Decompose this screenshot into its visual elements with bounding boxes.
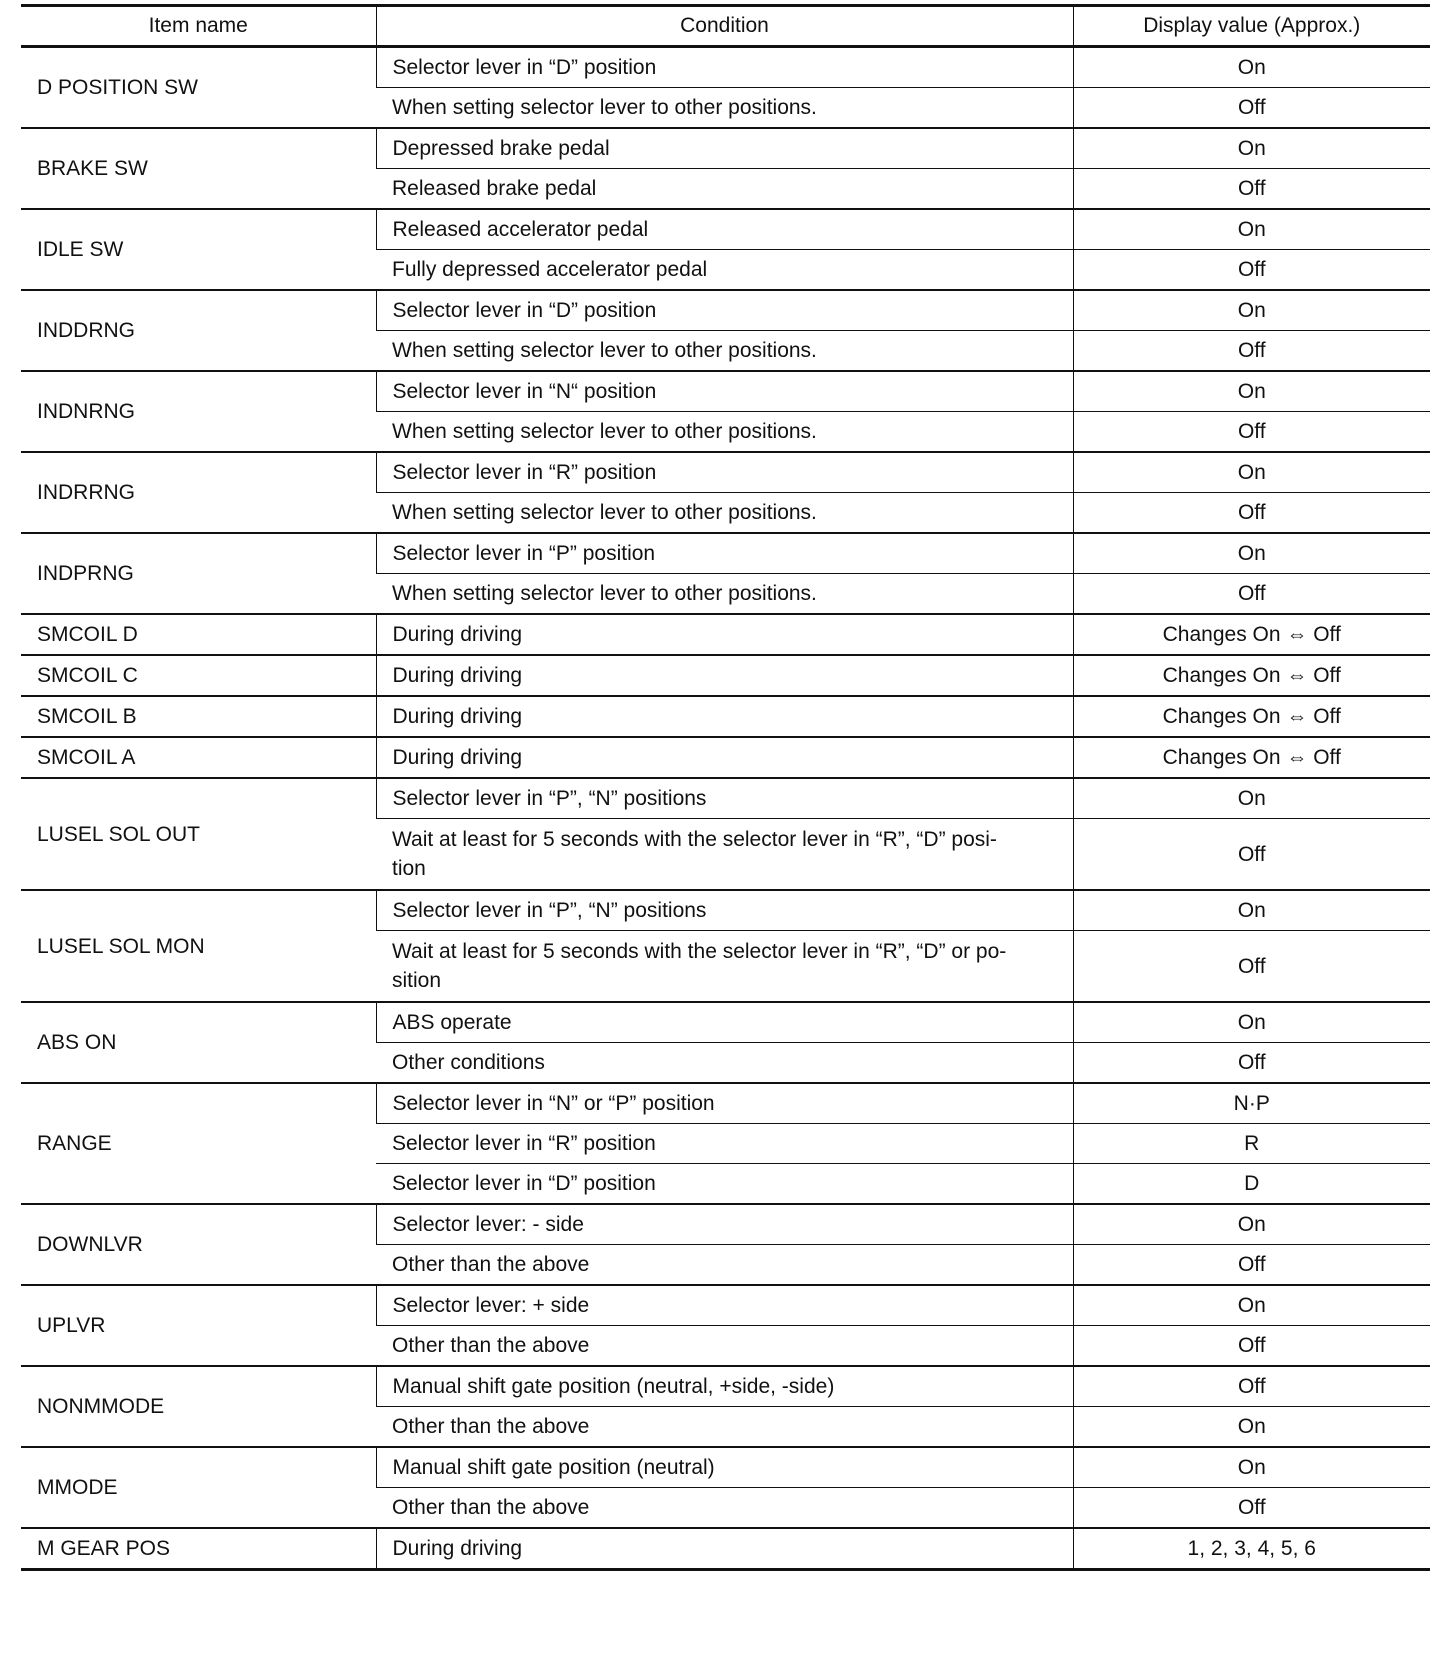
condition-cell: Other than the above: [376, 1407, 1073, 1448]
item-name-cell: UPLVR: [21, 1285, 376, 1366]
condition-cell: Other than the above: [376, 1245, 1073, 1286]
header-condition: Condition: [376, 6, 1073, 47]
display-value-cell: Changes On ⇔ Off: [1073, 737, 1430, 778]
condition-cell: Manual shift gate position (neutral): [376, 1447, 1073, 1488]
table-row: [21, 1204, 1430, 1245]
condition-cell: Selector lever in “R” position: [376, 452, 1073, 493]
item-name-cell: SMCOIL C: [21, 655, 376, 696]
item-name-cell: SMCOIL D: [21, 614, 376, 655]
item-name-cell: D POSITION SW: [37, 76, 199, 99]
condition-cell: Selector lever in “D” position: [376, 47, 1073, 88]
table-row: [21, 1285, 1430, 1326]
table-row: [21, 614, 1430, 655]
table-row: [21, 1447, 1430, 1488]
table-row: [21, 128, 1430, 169]
condition-cell: During driving: [376, 614, 1073, 655]
display-value-cell: On: [1073, 1002, 1430, 1043]
display-value-cell: Off: [1073, 1366, 1430, 1407]
condition-cell: When setting selector lever to other positions.: [376, 412, 1073, 453]
table-row: [21, 890, 1430, 931]
table-row: [21, 1002, 1430, 1043]
condition-cell: Other than the above: [376, 1326, 1073, 1367]
condition-cell: Released accelerator pedal: [376, 209, 1073, 250]
table-row: [21, 209, 1430, 250]
item-name-cell: RANGE: [21, 1083, 376, 1204]
table-row: [21, 655, 1430, 696]
condition-cell: During driving: [376, 696, 1073, 737]
item-name-cell: INDRRNG: [21, 452, 376, 533]
condition-cell: Wait at least for 5 seconds with the selector lever in “R”, “D” posi- tion: [376, 819, 1073, 891]
display-value-cell: R: [1073, 1124, 1430, 1164]
display-value-cell: On: [1073, 452, 1430, 493]
table-row: [21, 452, 1430, 493]
condition-cell: Selector lever in “P”, “N” positions: [376, 890, 1073, 931]
table-row: [21, 47, 1430, 88]
display-value-cell: Changes On ⇔ Off: [1073, 696, 1430, 737]
item-name-cell: MMODE: [21, 1447, 376, 1528]
condition-cell: During driving: [376, 655, 1073, 696]
item-name-cell: LUSEL SOL OUT: [21, 778, 376, 890]
display-value-cell: On: [1073, 1285, 1430, 1326]
display-value-cell: Changes On ⇔ Off: [1073, 614, 1430, 655]
display-value-cell: On: [1073, 128, 1430, 169]
table-row: [21, 371, 1430, 412]
condition-cell: When setting selector lever to other positions.: [376, 331, 1073, 372]
condition-cell: Other than the above: [376, 1488, 1073, 1529]
display-value-cell: Off: [1073, 1245, 1430, 1286]
spec-table: [21, 4, 1430, 1571]
item-name-cell: SMCOIL A: [21, 737, 376, 778]
display-value-cell: On: [1073, 371, 1430, 412]
condition-cell: Selector lever: + side: [376, 1285, 1073, 1326]
display-value-cell: On: [1073, 1447, 1430, 1488]
header-item-name: Item name: [21, 6, 376, 47]
table-row: [21, 1528, 1430, 1570]
display-value-cell: On: [1073, 47, 1430, 88]
table-row: [21, 533, 1430, 574]
item-name-cell: INDPRNG: [21, 533, 376, 614]
display-value-cell: On: [1073, 533, 1430, 574]
condition-cell: Fully depressed accelerator pedal: [376, 250, 1073, 291]
display-value-cell: On: [1073, 778, 1430, 819]
item-name-cell: DOWNLVR: [21, 1204, 376, 1285]
condition-cell: Selector lever in “N“ position: [376, 371, 1073, 412]
item-name-cell: M GEAR POS: [21, 1528, 376, 1570]
display-value-cell: 1, 2, 3, 4, 5, 6: [1073, 1528, 1430, 1570]
display-value-cell: Off: [1073, 1488, 1430, 1529]
table-row: [21, 1366, 1430, 1407]
display-value-cell: Off: [1073, 331, 1430, 372]
item-name-cell: IDLE SW: [21, 209, 376, 290]
display-value-cell: On: [1073, 290, 1430, 331]
display-value-cell: Off: [1073, 1326, 1430, 1367]
table-row: [21, 778, 1430, 819]
display-value-cell: Off: [1073, 250, 1430, 291]
condition-cell: Selector lever in “P”, “N” positions: [376, 778, 1073, 819]
display-value-cell: N·P: [1073, 1083, 1430, 1124]
item-name-cell: LUSEL SOL MON: [21, 890, 376, 1002]
table-row: [21, 290, 1430, 331]
display-value-cell: On: [1073, 209, 1430, 250]
condition-cell: Selector lever in “D” position: [376, 290, 1073, 331]
table-row: [21, 1083, 1430, 1124]
item-name-cell: ABS ON: [21, 1002, 376, 1083]
item-name-cell: INDNRNG: [21, 371, 376, 452]
display-value-cell: Off: [1073, 931, 1430, 1003]
condition-cell: When setting selector lever to other positions.: [376, 493, 1073, 534]
condition-cell: Selector lever in “P” position: [376, 533, 1073, 574]
condition-cell: Released brake pedal: [376, 169, 1073, 210]
display-value-cell: Off: [1073, 819, 1430, 891]
display-value-cell: On: [1073, 1204, 1430, 1245]
table-body: [21, 47, 1430, 1570]
condition-cell: Other conditions: [376, 1043, 1073, 1084]
condition-cell: Selector lever in “R” position: [376, 1124, 1073, 1164]
condition-cell: During driving: [376, 1528, 1073, 1570]
display-value-cell: On: [1073, 1407, 1430, 1448]
display-value-cell: Off: [1073, 493, 1430, 534]
table-header: [21, 6, 1430, 47]
item-name-cell: NONMMODE: [21, 1366, 376, 1447]
display-value-cell: Changes On ⇔ Off: [1073, 655, 1430, 696]
display-value-cell: Off: [1073, 412, 1430, 453]
display-value-cell: Off: [1073, 88, 1430, 129]
display-value-cell: Off: [1073, 1043, 1430, 1084]
condition-cell: Depressed brake pedal: [376, 128, 1073, 169]
condition-cell: Selector lever in “N” or “P” position: [376, 1083, 1073, 1124]
table-row: [21, 737, 1430, 778]
display-value-cell: Off: [1073, 169, 1430, 210]
display-value-cell: Off: [1073, 574, 1430, 615]
item-name-cell: SMCOIL B: [21, 696, 376, 737]
header-display-value: Display value (Approx.): [1073, 6, 1430, 47]
condition-cell: Selector lever: - side: [376, 1204, 1073, 1245]
table-row: [21, 696, 1430, 737]
display-value-cell: D: [1073, 1164, 1430, 1205]
condition-cell: ABS operate: [376, 1002, 1073, 1043]
condition-cell: Manual shift gate position (neutral, +side, -side): [376, 1366, 1073, 1407]
display-value-cell: On: [1073, 890, 1430, 931]
condition-cell: Wait at least for 5 seconds with the selector lever in “R”, “D” or po- sition: [376, 931, 1073, 1003]
condition-cell: When setting selector lever to other positions.: [376, 574, 1073, 615]
condition-cell: When setting selector lever to other positions.: [376, 88, 1073, 129]
condition-cell: Selector lever in “D” position: [376, 1164, 1073, 1205]
header-row: [21, 6, 1430, 47]
item-name-cell: INDDRNG: [21, 290, 376, 371]
condition-cell: During driving: [376, 737, 1073, 778]
item-name-cell: BRAKE SW: [21, 128, 376, 209]
